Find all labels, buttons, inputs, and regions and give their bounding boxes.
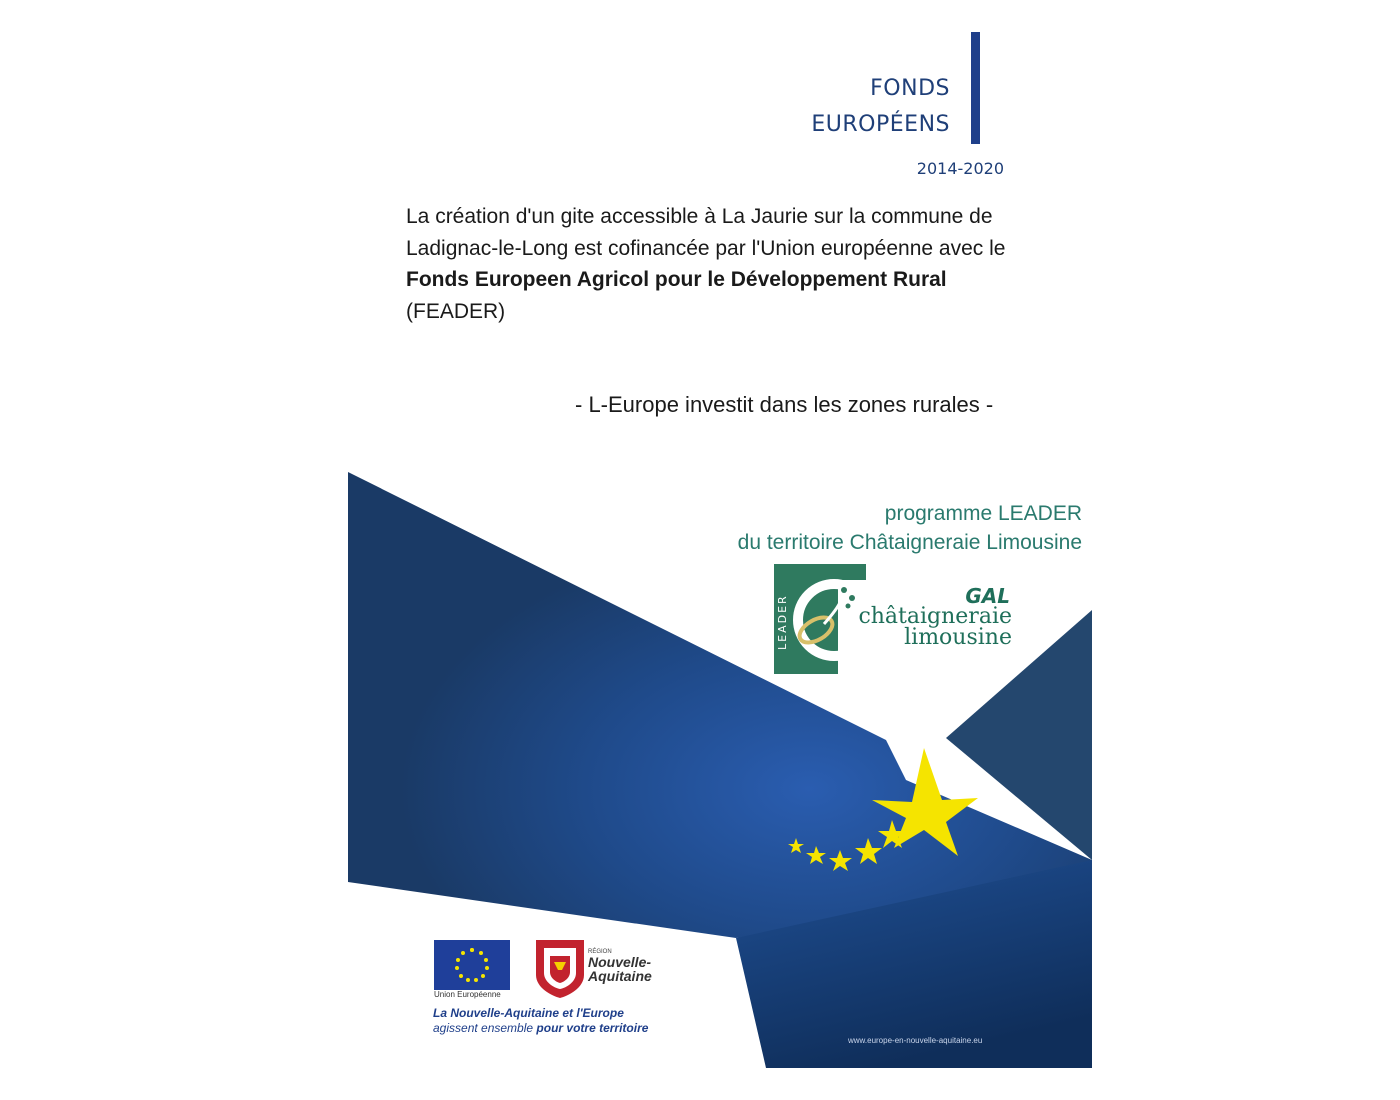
body-line-1: La création d'un gite accessible à La Jaurie sur la commune de xyxy=(406,205,993,228)
header-accent-bar xyxy=(971,32,980,144)
fonds-europeens-line2: EUROPÉENS xyxy=(811,112,950,137)
gal-name-line2: limousine xyxy=(904,625,1012,650)
poster-website: www.europe-en-nouvelle-aquitaine.eu xyxy=(848,1036,983,1045)
region-tagline-line1: La Nouvelle-Aquitaine et l'Europe xyxy=(433,1006,624,1020)
programme-leader-line2: du territoire Châtaigneraie Limousine xyxy=(737,531,1082,554)
body-line-2: Ladignac-le-Long est cofinancée par l'Union européenne avec le xyxy=(406,237,1006,260)
slogan: - L-Europe investit dans les zones rurales - xyxy=(575,392,994,417)
region-name-line1: Nouvelle- xyxy=(588,954,652,970)
region-name-line2: Aquitaine xyxy=(588,968,652,984)
region-crest-icon xyxy=(536,940,584,998)
gal-title: GAL xyxy=(965,584,1010,608)
fonds-period: 2014-2020 xyxy=(916,159,1004,178)
programme-leader-line1: programme LEADER xyxy=(884,502,1082,525)
svg-text:LEADER: LEADER xyxy=(776,594,789,650)
gal-name-line1: châtaigneraie xyxy=(858,604,1012,629)
fonds-europeens-line1: FONDS xyxy=(870,76,950,101)
region-tagline-line2 xyxy=(433,1021,648,1035)
body-line-4-acronym: (FEADER) xyxy=(406,300,506,323)
eu-flag-caption: Union Européenne xyxy=(434,990,501,999)
body-line-3-fund-name: Fonds Europeen Agricol pour le Développement Rural xyxy=(406,268,947,291)
leader-poster xyxy=(346,470,1092,1068)
region-small-label: RÉGION xyxy=(588,949,612,955)
eu-flag-icon xyxy=(434,940,510,990)
region-tagline-line2-a: agissent ensemble xyxy=(433,1021,537,1035)
region-tagline-line2-b: pour votre territoire xyxy=(536,1021,649,1035)
